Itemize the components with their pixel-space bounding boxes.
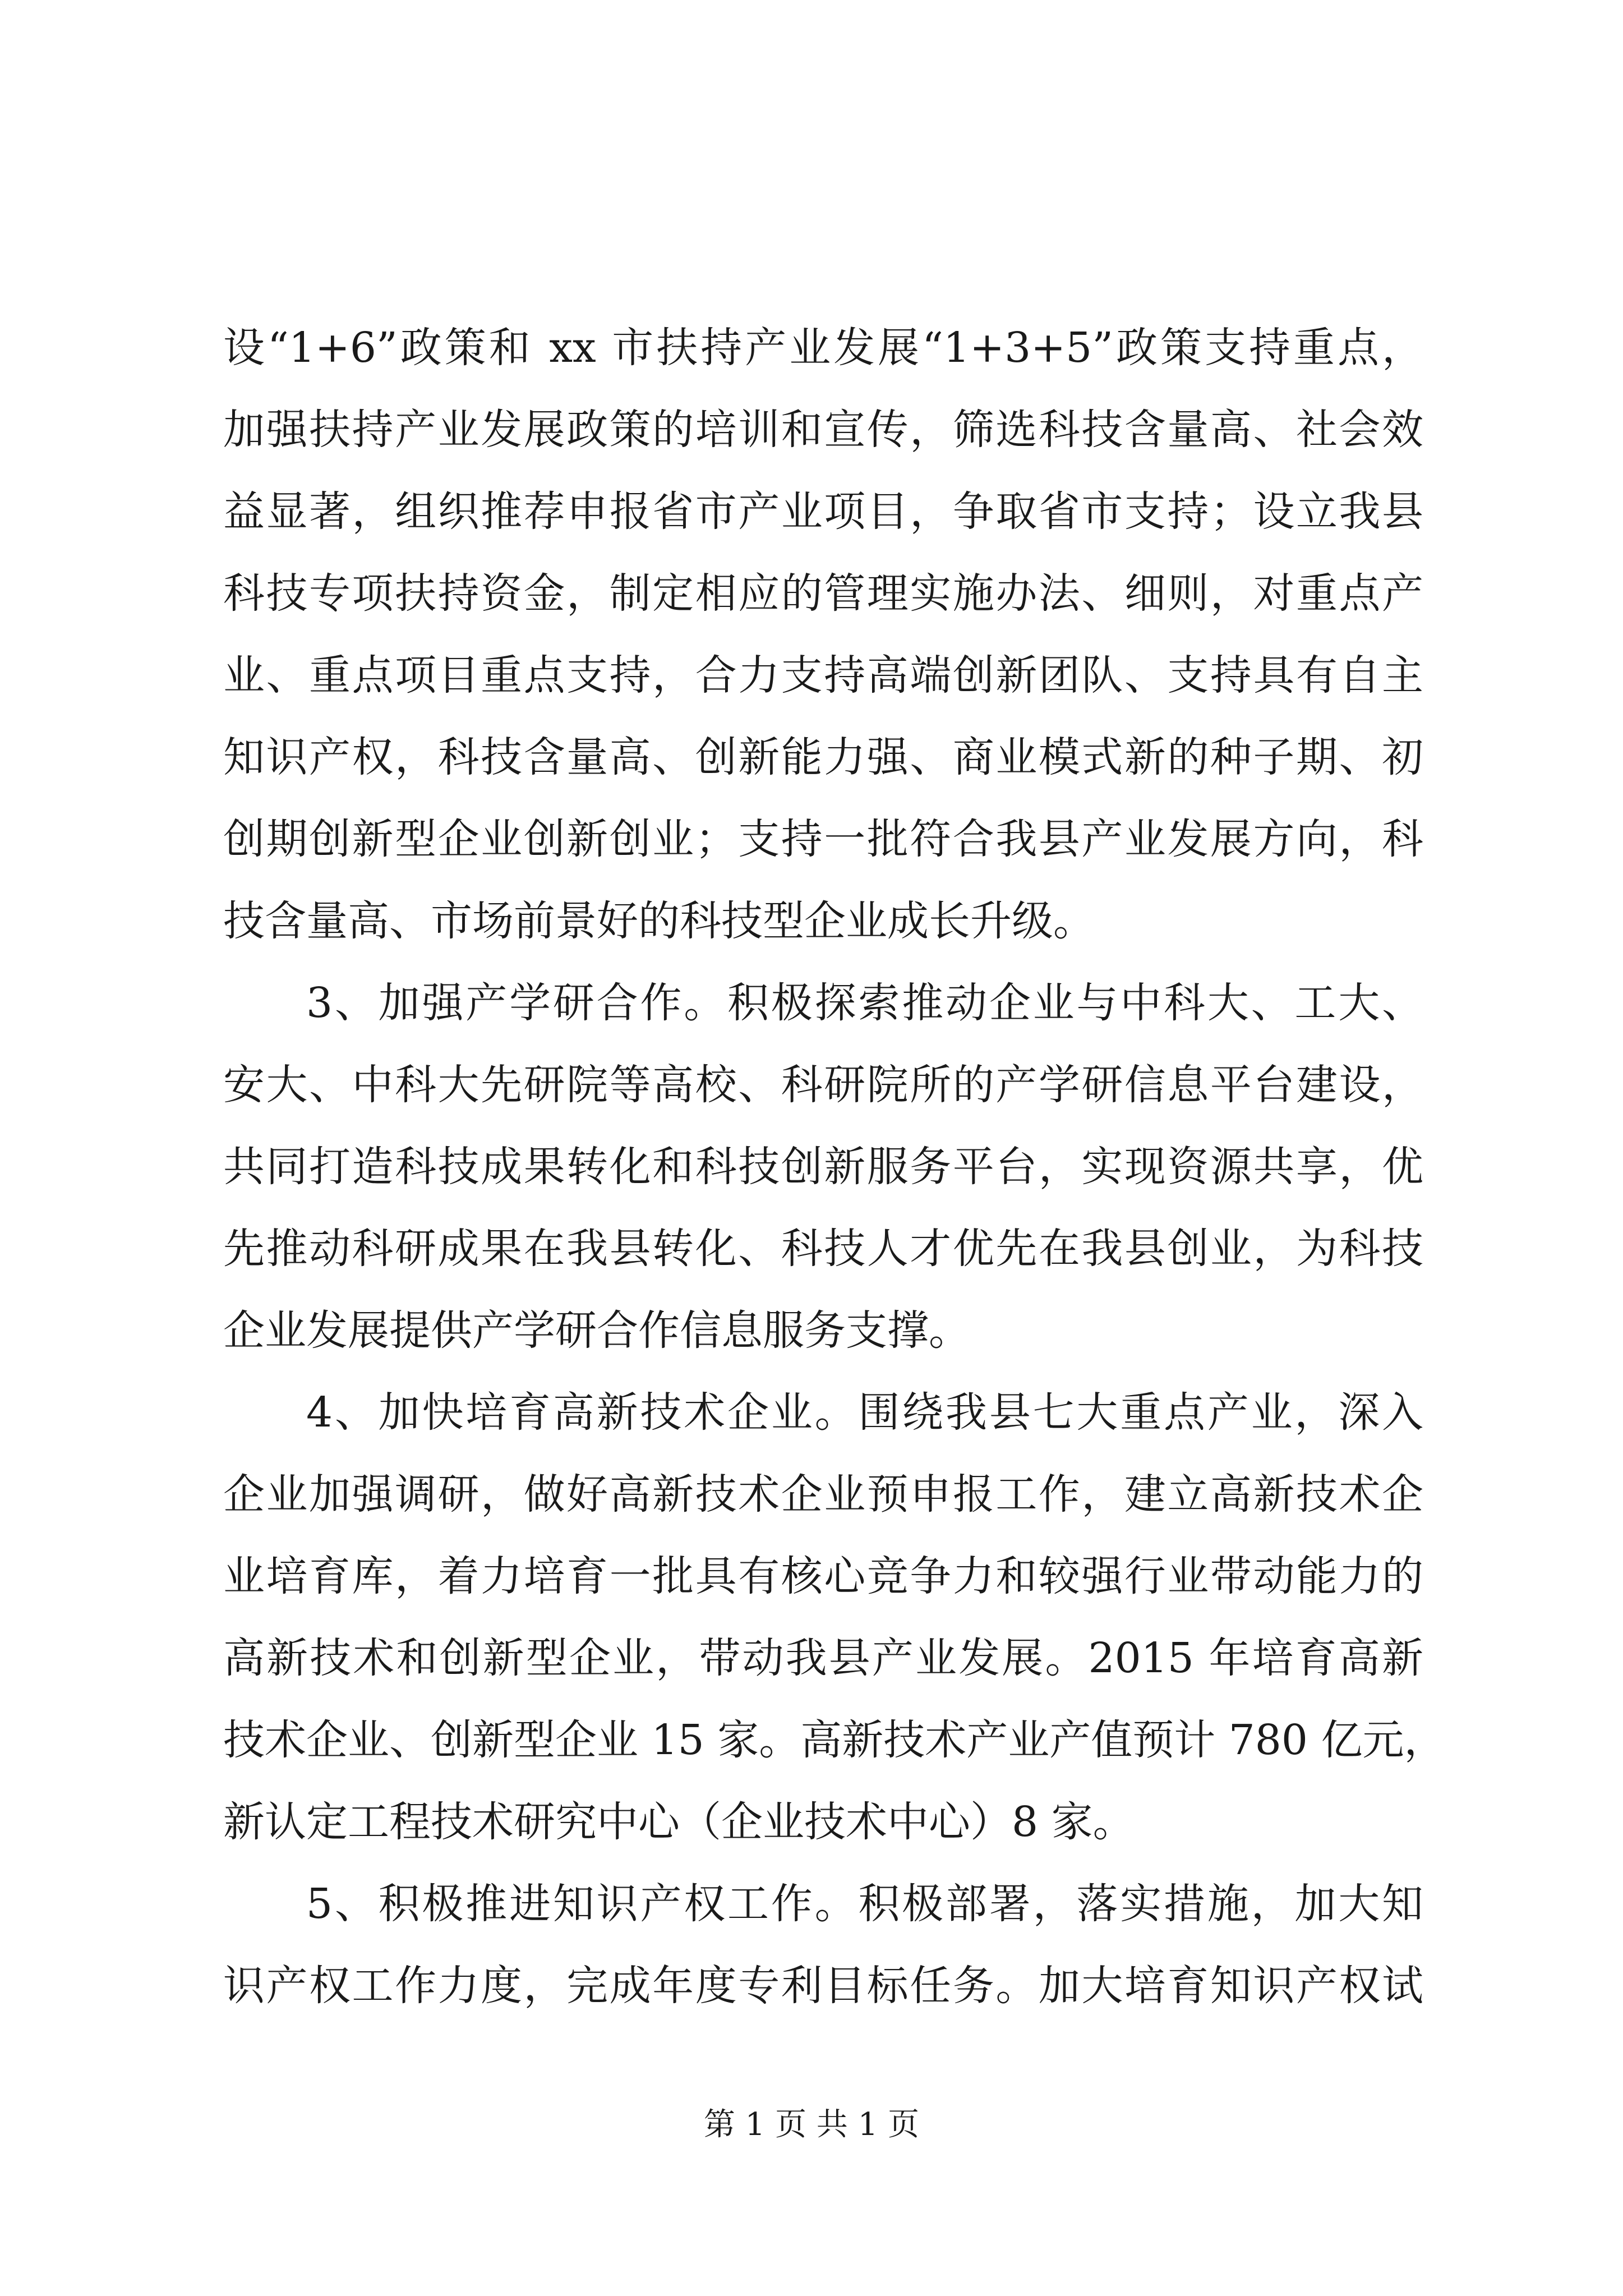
text-line: 技含量高、市场前景好的科技型企业成长升级。 [223,897,1095,945]
paragraph-start-line: 4、加快培育高新技术企业。围绕我县七大重点产业，深入 [306,1388,1423,1437]
text-line: 益显著，组织推荐申报省市产业项目，争取省市支持；设立我县 [223,487,1423,536]
text-line: 创期创新型企业创新创业；支持一批符合我县产业发展方向，科 [223,815,1423,863]
text-line: 共同打造科技成果转化和科技创新服务平台，实现资源共享，优 [223,1143,1423,1191]
text-line: 业培育库，着力培育一批具有核心竞争力和较强行业带动能力的 [223,1552,1423,1600]
text-line: 业、重点项目重点支持，合力支持高端创新团队、支持具有自主 [223,651,1423,700]
text-line: 技术企业、创新型企业 15 家。高新技术产业产值预计 780 亿元， [223,1716,1446,1764]
text-line: 科技专项扶持资金，制定相应的管理实施办法、细则，对重点产 [223,569,1423,618]
text-line: 先推动科研成果在我县转化、科技人才优先在我县创业，为科技 [223,1225,1423,1273]
text-line: 安大、中科大先研院等高校、科研院所的产学研信息平台建设， [223,1061,1423,1109]
text-line: 企业发展提供产学研合作信息服务支撑。 [223,1306,970,1355]
paragraph-start-line: 5、积极推进知识产权工作。积极部署，落实措施，加大知 [306,1880,1423,1928]
text-line: 企业加强调研，做好高新技术企业预申报工作，建立高新技术企 [223,1470,1423,1519]
text-line: 高新技术和创新型企业，带动我县产业发展。2015 年培育高新 [223,1634,1423,1682]
page-footer: 第 1 页 共 1 页 [703,2106,920,2143]
text-line: 知识产权，科技含量高、创新能力强、商业模式新的种子期、初 [223,733,1423,781]
text-line: 新认定工程技术研究中心（企业技术中心）8 家。 [223,1798,1135,1846]
text-line: 加强扶持产业发展政策的培训和宣传，筛选科技含量高、社会效 [223,406,1423,454]
paragraph-start-line: 3、加强产学研合作。积极探索推动企业与中科大、工大、 [306,979,1423,1027]
text-line: 识产权工作力度，完成年度专利目标任务。加大培育知识产权试 [223,1962,1423,2010]
text-line: 设“1+6”政策和 xx 市扶持产业发展“1+3+5”政策支持重点， [223,324,1423,372]
